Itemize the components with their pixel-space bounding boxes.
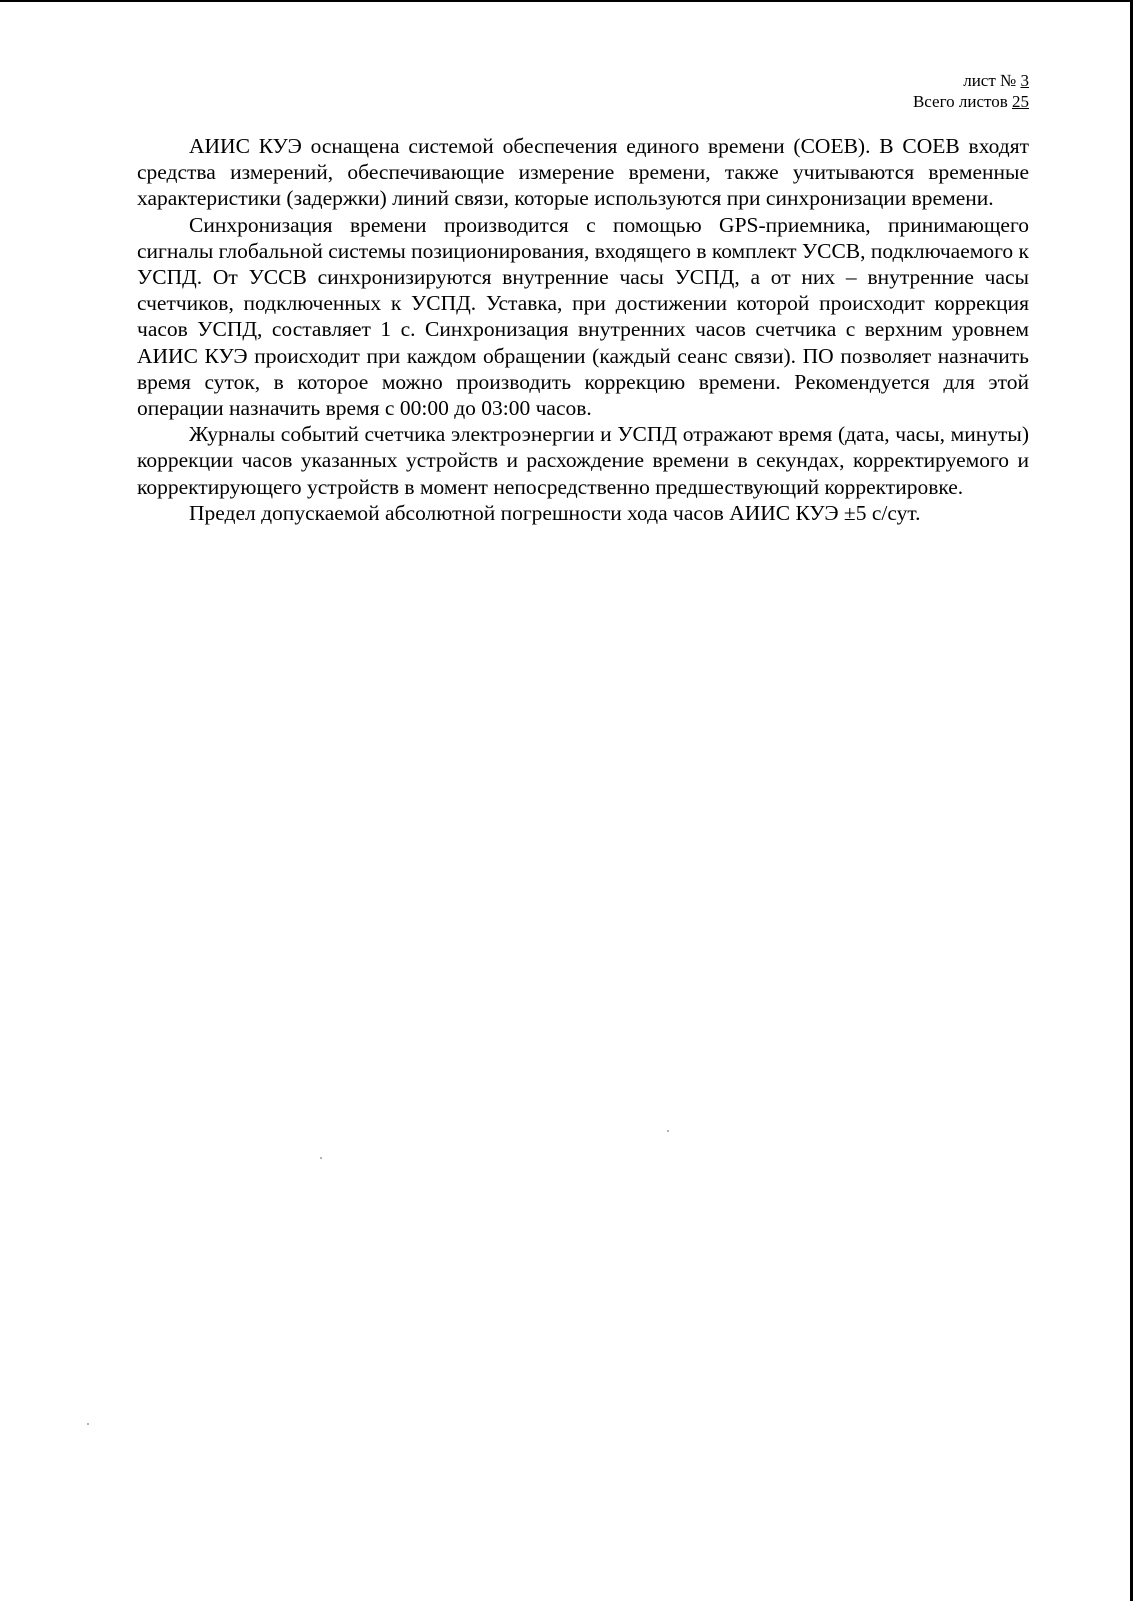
paragraph-error-limit: Предел допускаемой абсолютной погрешности хода часов АИИС КУЭ ±5 с/сут. <box>189 500 921 525</box>
scan-speck <box>87 1423 89 1425</box>
scan-speck <box>667 1130 669 1132</box>
total-sheets-number: 25 <box>1012 92 1029 111</box>
total-sheets-line <box>913 91 1029 112</box>
sheet-label: лист № <box>963 71 1017 90</box>
document-body <box>137 133 1029 526</box>
sheet-number-line <box>913 70 1029 91</box>
scan-top-border <box>0 0 1133 2</box>
paragraph-event-logs: Журналы событий счетчика электроэнергии и УСПД отражают время (дата, часы, минуты) коррекции часов указанных устройств и расхождение времени в секундах, корректируемого и корректирующего устройств в момент непосредственно предшествующий корректировке. <box>137 422 1029 499</box>
total-sheets-label: Всего листов <box>912 92 1008 111</box>
sheet-header <box>913 70 1029 112</box>
paragraph-soev: АИИС КУЭ оснащена системой обеспечения единого времени (СОЕВ). В СОЕВ входят средства измерений, обеспечивающие измерение времени, также учитываются временные характеристики (задержки) линий связи, которые используются при синхронизации времени. <box>137 134 1029 211</box>
paragraph-synchronization: Синхронизация времени производится с помощью GPS-приемника, принимающего сигналы глобальной системы позиционирования, входящего в комплект УССВ, подключаемого к УСПД. От УССВ синхронизируются внутренние часы УСПД, а от них – внутренние часы счетчиков, подключенных к УСПД. Уставка, при достижении которой происходит коррекция часов УСПД, составляет 1 с. Синхронизация внутренних часов счетчика с верхним уровнем АИИС КУЭ происходит при каждом обращении (каждый сеанс связи). ПО позволяет назначить время суток, в которое можно производить коррекцию времени. Рекомендуется для этой операции назначить время с 00:00 до 03:00 часов. <box>137 212 1029 421</box>
scan-speck <box>320 1157 322 1159</box>
sheet-number: 3 <box>1020 71 1029 90</box>
